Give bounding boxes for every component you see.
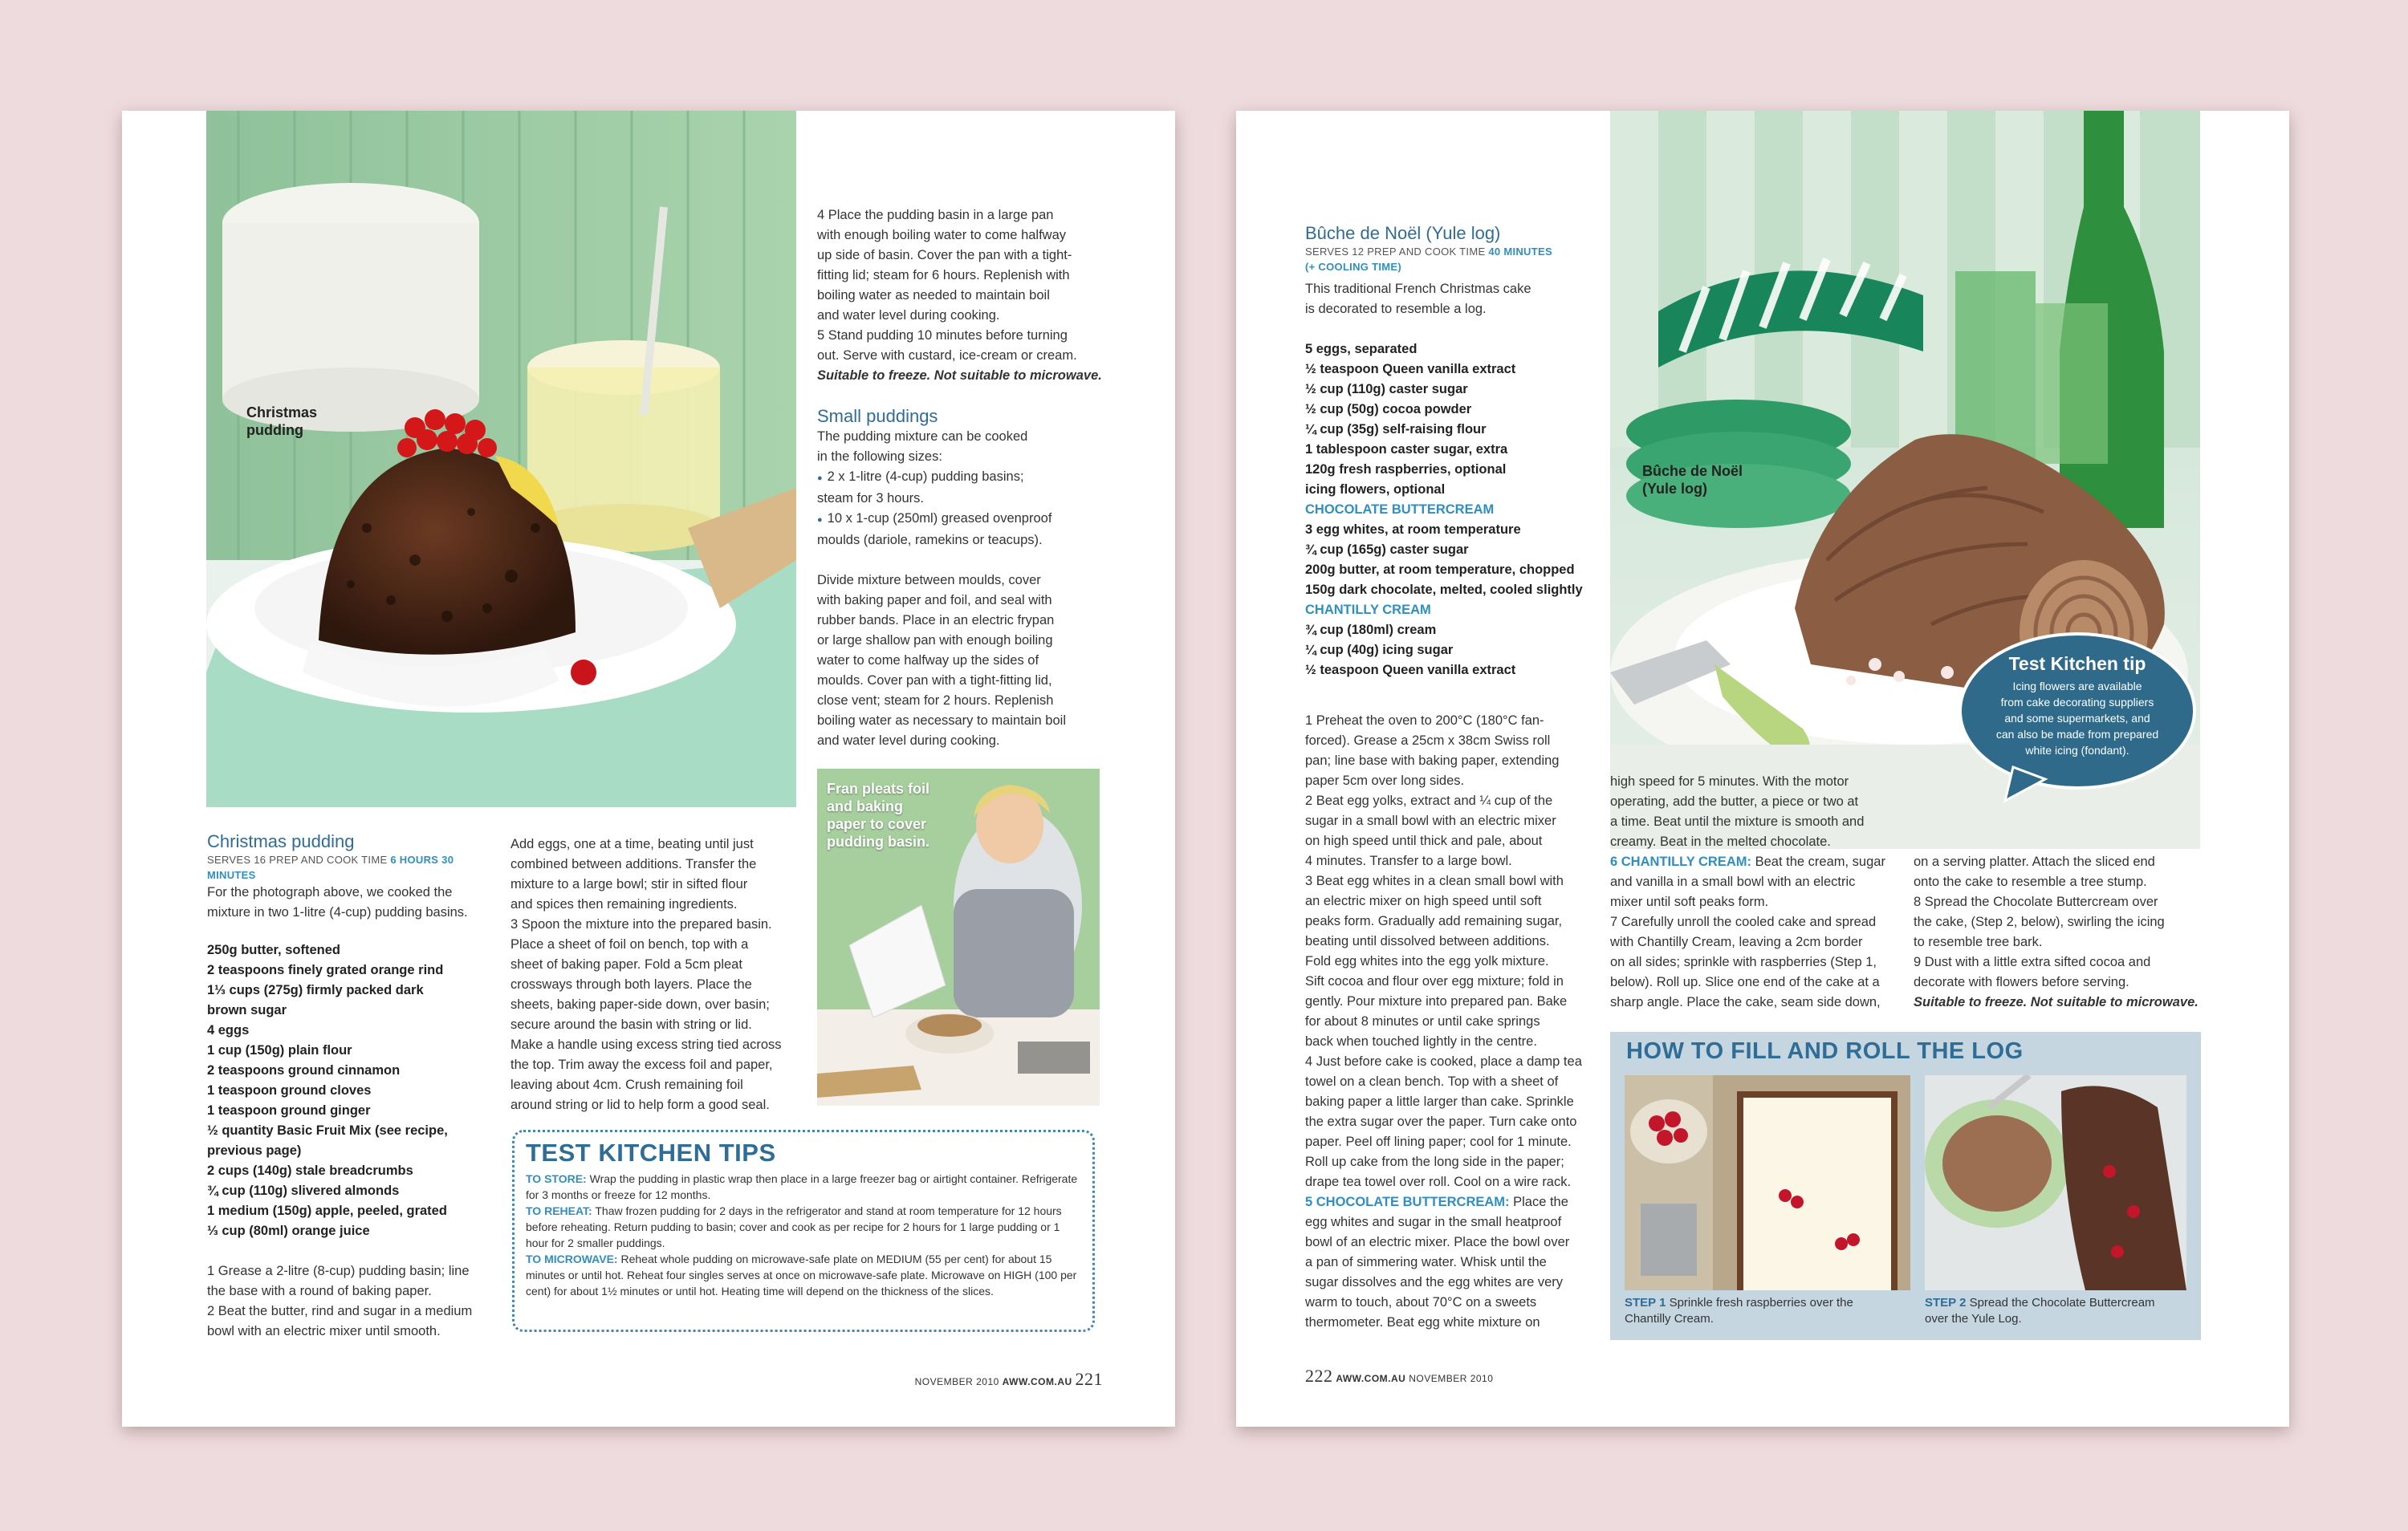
tip-label: TO MICROWAVE: (526, 1253, 618, 1265)
fran-caption (827, 780, 929, 851)
method-line: 3 Spoon the mixture into the prepared basin. (510, 917, 772, 932)
ingredient: ¼ cup (35g) self-raising flour (1305, 422, 1487, 437)
ingredient: ¾ cup (110g) slivered almonds (207, 1184, 400, 1198)
method-line: below). Roll up. Slice one end of the cake at a (1610, 975, 1880, 989)
step5-label: 5 CHOCOLATE BUTTERCREAM: (1305, 1195, 1510, 1209)
method-line: 1 Grease a 2-litre (8-cup) pudding basin; line (207, 1264, 470, 1278)
ingredient: ½ teaspoon Queen vanilla extract (1305, 362, 1516, 376)
step2-label: STEP 2 (1925, 1296, 1967, 1310)
folio-right (1305, 1366, 1493, 1387)
hero-caption-right (1642, 462, 1743, 497)
method-line: and vanilla in a small bowl with an electric (1610, 875, 1856, 889)
meta-time: 6 HOURS 30 MINUTES (207, 854, 454, 881)
ingredient: brown sugar (207, 1003, 287, 1017)
meta-time: 40 MINUTES (1488, 246, 1552, 258)
tip-reheat (526, 1203, 1081, 1251)
method-line: crossways through both layers. Place the (510, 977, 752, 992)
ingredient: icing flowers, optional (1305, 482, 1446, 497)
method-line: on a serving platter. Attach the sliced end (1914, 855, 2155, 869)
small-method-line: or large shallow pan with enough boiling (817, 633, 1053, 648)
method-line: 4 minutes. Transfer to a large bowl. (1305, 854, 1512, 868)
freeze-note: Suitable to freeze. Not suitable to microwave. (1914, 995, 2199, 1009)
small-method-line: close vent; steam for 2 hours. Replenish (817, 693, 1054, 708)
small-method-line: moulds. Cover pan with a tight-fitting lid, (817, 673, 1052, 688)
method-line: combined between additions. Transfer the (510, 857, 757, 871)
method-line: creamy. Beat in the melted chocolate. (1610, 835, 1831, 849)
small-method-line: water to come halfway up the sides of (817, 653, 1039, 668)
small-bullet: ● 2 x 1-litre (4-cup) pudding basins; (817, 467, 1138, 489)
fran-caption-line: paper to cover (827, 816, 927, 832)
method-line: sheet of baking paper. Fold a 5cm pleat (510, 957, 742, 972)
step1-caption (1625, 1295, 1910, 1327)
step1-label: STEP 1 (1625, 1296, 1666, 1310)
method-line: forced). Grease a 25cm x 38cm Swiss roll (1305, 733, 1551, 748)
method-line: the base with a round of baking paper. (207, 1284, 432, 1298)
ingredients-list (207, 940, 504, 1241)
method-line: Add eggs, one at a time, beating until just (510, 837, 754, 851)
christmas-pudding-photo (206, 111, 796, 807)
left-page (122, 111, 1175, 1427)
step1-text2: Chantilly Cream. (1625, 1312, 1714, 1326)
method-line: sugar dissolves and the egg whites are very (1305, 1275, 1564, 1289)
method-line: sheets, baking paper-side down, over basin; (510, 997, 770, 1012)
method-line: secure around the basin with string or lid. (510, 1017, 752, 1032)
method-line: 3 Beat egg whites in a clean small bowl with (1305, 874, 1564, 888)
tip-microwave (526, 1251, 1081, 1299)
method-line: sharp angle. Place the cake, seam side down, (1610, 995, 1881, 1009)
recipe-meta (1305, 244, 1610, 259)
method-line: bowl of an electric mixer. Place the bowl over (1305, 1235, 1570, 1249)
method-line: Sift cocoa and flour over egg mixture; fold in (1305, 974, 1564, 989)
ingredient: 2 teaspoons finely grated orange rind (207, 963, 444, 977)
tip-line: Icing flowers are available (2012, 680, 2142, 692)
ingredient: 2 cups (140g) stale breadcrumbs (207, 1163, 413, 1178)
method-line: on all sides; sprinkle with raspberries (Step 1, (1610, 955, 1877, 969)
method-line: a pan of simmering water. Whisk until the (1305, 1255, 1547, 1269)
method-line: towel on a clean bench. Top with a sheet of (1305, 1074, 1559, 1089)
fran-caption-line: pudding basin. (827, 834, 929, 850)
step2-caption (1925, 1295, 2190, 1327)
ingredient: 2 teaspoons ground cinnamon (207, 1063, 401, 1078)
how-to-title: HOW TO FILL AND ROLL THE LOG (1626, 1038, 2024, 1064)
method-line: Place the (1509, 1195, 1568, 1209)
how-to-panel (1610, 1032, 2201, 1340)
method-line: Place a sheet of foil on bench, top with a (510, 937, 749, 952)
method-line: the top. Trim away the excess foil and paper, (510, 1058, 773, 1072)
method-line: 2 Beat the butter, rind and sugar in a medium (207, 1304, 473, 1318)
ingredient: 1 tablespoon caster sugar, extra (1305, 442, 1508, 457)
small-bullet-cont: moulds (dariole, ramekins or teacups). (817, 533, 1043, 547)
tip-label: TO STORE: (526, 1172, 587, 1185)
method-line: bowl with an electric mixer until smooth. (207, 1324, 441, 1338)
method-line: boiling water as needed to maintain boil (817, 288, 1050, 303)
tip-line: and some supermarkets, and (2004, 712, 2150, 725)
method-line: and water level during cooking. (817, 308, 1000, 323)
hero-caption (246, 404, 317, 439)
meta-prefix: SERVES 16 PREP AND COOK TIME (207, 854, 388, 866)
method-line: 4 Just before cake is cooked, place a damp tea (1305, 1054, 1582, 1069)
ingredient: 1⅓ cups (275g) firmly packed dark (207, 983, 424, 997)
method-line: beating until dissolved between additions. (1305, 934, 1550, 948)
hero-caption-line1: Christmas (246, 404, 318, 420)
method-line: gently. Pour mixture into prepared pan. Bake (1305, 994, 1568, 1009)
hero-caption-line: (Yule log) (1642, 481, 1707, 497)
method-line: paper 5cm over long sides. (1305, 774, 1465, 788)
method-line: back when touched lightly in the centre. (1305, 1034, 1537, 1049)
meta-prefix: SERVES 12 PREP AND COOK TIME (1305, 246, 1486, 258)
ingredient: ½ quantity Basic Fruit Mix (see recipe, (207, 1123, 448, 1138)
ingredient: ⅓ cup (80ml) orange juice (207, 1224, 370, 1238)
method-line: drape tea towel over roll. Cool on a wire rack. (1305, 1175, 1572, 1189)
folio-site: AWW.COM.AU (1002, 1376, 1072, 1387)
method-line: the extra sugar over the paper. Turn cake onto (1305, 1115, 1577, 1129)
method-line: with Chantilly Cream, leaving a 2cm border (1610, 935, 1863, 949)
small-puddings-section (817, 406, 1138, 751)
method-line: Make a handle using excess string tied across (510, 1038, 782, 1052)
method-line: paper. Peel off lining paper; cool for 1 minute. (1305, 1135, 1572, 1149)
test-kitchen-tip-bubble (1957, 631, 2198, 803)
ingredient: ½ teaspoon Queen vanilla extract (1305, 663, 1516, 677)
subheading-buttercream: CHOCOLATE BUTTERCREAM (1305, 502, 1495, 517)
ingredient: 200g butter, at room temperature, chopped (1305, 562, 1575, 577)
recipe-title: Bûche de Noël (Yule log) (1305, 223, 1501, 243)
ingredient: ½ cup (110g) caster sugar (1305, 382, 1468, 396)
method-col1 (207, 1261, 504, 1342)
intro-line: This traditional French Christmas cake (1305, 282, 1531, 296)
buche-recipe (1305, 223, 1610, 680)
tip-title: Test Kitchen tip (2008, 653, 2146, 674)
method-line: for about 8 minutes or until cake springs (1305, 1014, 1540, 1029)
ingredient: ½ cup (50g) cocoa powder (1305, 402, 1472, 416)
tip-line: white icing (fondant). (2025, 744, 2129, 757)
method-line: an electric mixer on high speed until soft (1305, 894, 1542, 908)
method-col3 (817, 205, 1138, 386)
recipe-title: Christmas pudding (207, 831, 355, 851)
test-kitchen-tips-box (512, 1130, 1095, 1332)
tip-line: can also be made from prepared (1995, 728, 2159, 741)
ingredient: 1 cup (150g) plain flour (207, 1043, 352, 1058)
method-line: and spices then remaining ingredients. (510, 897, 738, 912)
ingredient: 1 teaspoon ground cloves (207, 1083, 372, 1098)
tip-text: Reheat whole pudding on microwave-safe plate on MEDIUM (55 per cent) for about 15 minutes or until hot. Reheat four singles serves at once on microwave-safe plate. Microwave on HIGH (100 per cent) for about 1½ minutes or until hot. Heating time will depend on the thickness of the slices. (526, 1253, 1077, 1297)
buche-method-col2 (1610, 772, 1915, 1013)
hero-caption-line2: pudding (246, 422, 303, 438)
ingredient: 120g fresh raspberries, optional (1305, 462, 1507, 477)
small-method-line: rubber bands. Place in an electric frypan (817, 613, 1055, 627)
meta-time2: (+ COOLING TIME) (1305, 261, 1401, 273)
method-line: warm to touch, about 70°C on a sweets (1305, 1295, 1537, 1310)
ingredient: ¾ cup (165g) caster sugar (1305, 542, 1469, 557)
small-bullet: ● 10 x 1-cup (250ml) greased ovenproof (817, 509, 1138, 530)
fran-photo (817, 769, 1100, 1106)
method-line: a time. Beat until the mixture is smooth and (1610, 814, 1865, 829)
method-line: operating, add the butter, a piece or two at (1610, 794, 1859, 809)
small-intro-line: The pudding mixture can be cooked (817, 429, 1028, 444)
page-number: 222 (1305, 1366, 1333, 1386)
small-bullet-cont: steam for 3 hours. (817, 491, 924, 506)
method-line: baking paper a little larger than cake. Sprinkle (1305, 1094, 1574, 1109)
ingredient: previous page) (207, 1143, 302, 1158)
method-line: the cake, (Step 2, below), swirling the icing (1914, 915, 2165, 929)
small-method-line: Divide mixture between moulds, cover (817, 573, 1041, 587)
ingredient: 1 teaspoon ground ginger (207, 1103, 371, 1118)
ingredient: 5 eggs, separated (1305, 342, 1418, 356)
small-method-line: and water level during cooking. (817, 733, 1000, 748)
right-page (1236, 111, 2289, 1427)
freeze-note: Suitable to freeze. Not suitable to microwave. (817, 368, 1102, 383)
small-method-line: with baking paper and foil, and seal with (817, 593, 1052, 607)
method-line: 5 Stand pudding 10 minutes before turning (817, 328, 1068, 343)
method-line: up side of basin. Cover the pan with a tight- (817, 248, 1072, 262)
small-puddings-title: Small puddings (817, 406, 938, 426)
tip-line: from cake decorating suppliers (2000, 696, 2154, 709)
ingredient: 4 eggs (207, 1023, 250, 1038)
method-line: Roll up cake from the long side in the paper; (1305, 1155, 1564, 1169)
small-method-line: boiling water as necessary to maintain boil (817, 713, 1066, 728)
method-line: to resemble tree bark. (1914, 935, 2043, 949)
method-line: 1 Preheat the oven to 200°C (180°C fan- (1305, 713, 1544, 728)
method-line: peaks form. Gradually add remaining sugar, (1305, 914, 1563, 928)
ingredient: 1 medium (150g) apple, peeled, grated (207, 1204, 447, 1218)
tip-text: Thaw frozen pudding for 2 days in the refrigerator and stand at room temperature for 12 hours before reheating. Return pudding to basin; cover and cook as per recipe for 2 hours for 1 large pudding or 1 hour for 2 smaller puddings. (526, 1204, 1062, 1249)
method-line: 2 Beat egg yolks, extract and ¼ cup of the (1305, 794, 1553, 808)
method-line: pan; line base with baking paper, extending (1305, 753, 1560, 768)
tip-store (526, 1171, 1081, 1203)
method-line: leaving about 4cm. Crush remaining foil (510, 1078, 743, 1092)
subheading-chantilly: CHANTILLY CREAM (1305, 603, 1431, 617)
fran-caption-line: and baking (827, 798, 904, 814)
method-line: on high speed until thick and pale, about (1305, 834, 1543, 848)
ingredient: 150g dark chocolate, melted, cooled slightly (1305, 583, 1583, 597)
method-line: mixer until soft peaks form. (1610, 895, 1769, 909)
tip-text: Wrap the pudding in plastic wrap then place in a large freezer bag or airtight container. Refrigerate for 3 months or freeze for 12 months. (526, 1172, 1078, 1201)
folio-left (915, 1369, 1103, 1390)
recipe-intro: For the photograph above, we cooked the mixture in two 1-litre (4-cup) pudding basins. (207, 885, 468, 920)
method-line: high speed for 5 minutes. With the motor (1610, 774, 1849, 789)
method-line: Beat the cream, sugar (1751, 855, 1885, 869)
method-line: 9 Dust with a little extra sifted cocoa and (1914, 955, 2151, 969)
buche-method-col3 (1914, 852, 2235, 1013)
recipe-meta (207, 852, 504, 883)
tips-title: TEST KITCHEN TIPS (526, 1139, 776, 1167)
method-line: out. Serve with custard, ice-cream or cream. (817, 348, 1077, 363)
ingredient: ¾ cup (180ml) cream (1305, 623, 1437, 637)
hero-caption-line: Bûche de Noël (1642, 463, 1743, 479)
folio-site: AWW.COM.AU (1336, 1373, 1406, 1384)
step2-text: Spread the Chocolate Buttercream (1966, 1296, 2155, 1310)
method-line: sugar in a small bowl with an electric mixer (1305, 814, 1556, 828)
ingredient: ¼ cup (40g) icing sugar (1305, 643, 1454, 657)
method-col2 (510, 835, 807, 1115)
method-line: mixture to a large bowl; stir in sifted flour (510, 877, 748, 891)
ingredient: 3 egg whites, at room temperature (1305, 522, 1521, 537)
step1-photo (1625, 1075, 1910, 1290)
fran-caption-line: Fran pleats foil (827, 781, 930, 797)
method-line: 7 Carefully unroll the cooled cake and spread (1610, 915, 1877, 929)
method-line: Fold egg whites into the egg yolk mixture. (1305, 954, 1549, 969)
method-line: 4 Place the pudding basin in a large pan (817, 208, 1054, 222)
buche-method-col1 (1305, 711, 1610, 1333)
step6-label: 6 CHANTILLY CREAM: (1610, 855, 1752, 869)
intro-line: is decorated to resemble a log. (1305, 302, 1487, 316)
ingredient: 250g butter, softened (207, 943, 340, 957)
method-line: onto the cake to resemble a tree stump. (1914, 875, 2147, 889)
step2-photo (1925, 1075, 2186, 1290)
method-line: decorate with flowers before serving. (1914, 975, 2129, 989)
method-line: egg whites and sugar in the small heatproof (1305, 1215, 1562, 1229)
folio-date: NOVEMBER 2010 (914, 1376, 999, 1387)
step2-text2: over the Yule Log. (1925, 1312, 2022, 1326)
folio-date: NOVEMBER 2010 (1409, 1373, 1494, 1384)
tip-label: TO REHEAT: (526, 1204, 592, 1217)
method-line: fitting lid; steam for 6 hours. Replenish with (817, 268, 1070, 282)
step1-text: Sprinkle fresh raspberries over the (1666, 1296, 1853, 1310)
method-line: around string or lid to help form a good seal. (510, 1098, 770, 1112)
small-intro-line: in the following sizes: (817, 449, 942, 464)
method-line: with enough boiling water to come halfway (817, 228, 1067, 242)
page-number: 221 (1075, 1369, 1103, 1389)
method-line: thermometer. Beat egg white mixture on (1305, 1315, 1540, 1330)
method-line: 8 Spread the Chocolate Buttercream over (1914, 895, 2158, 909)
ingredients-list (1305, 339, 1610, 680)
christmas-pudding-recipe (207, 831, 504, 1342)
